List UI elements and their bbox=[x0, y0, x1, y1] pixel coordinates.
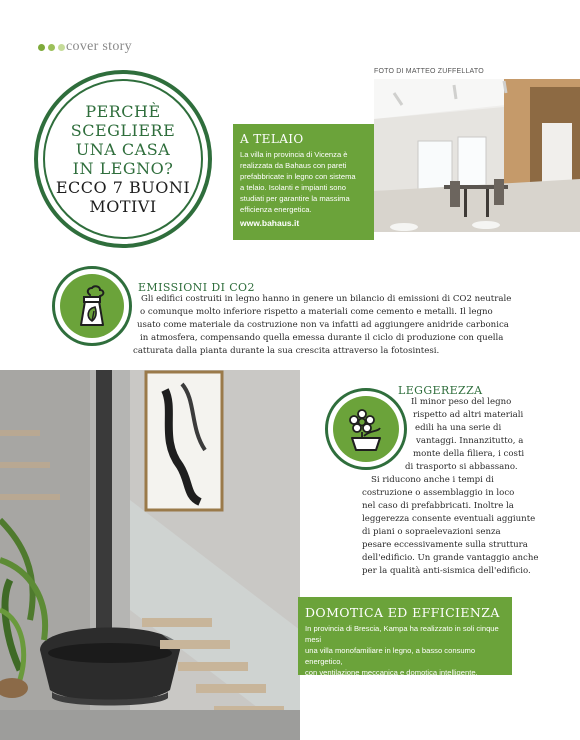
co2-icon-fill bbox=[60, 274, 124, 338]
text-line: La villa in provincia di Vicenza è bbox=[240, 150, 348, 159]
text-line: prefabbricate in legno con sistema bbox=[240, 172, 356, 181]
text-line: con ventilazione meccanica e domotica intelligente. bbox=[305, 668, 478, 677]
co2-icon-badge bbox=[52, 266, 132, 346]
bahaus-link[interactable]: www.bahaus.it bbox=[240, 218, 300, 228]
domotica-heading: DOMOTICA ED EFFICIENZA bbox=[305, 605, 500, 620]
emissioni-heading: EMISSIONI DI CO2 bbox=[138, 281, 255, 294]
text-line: Il minor peso del legno bbox=[411, 397, 512, 407]
text-line: di piani o sopraelevazioni senza bbox=[362, 527, 501, 537]
text-line: o comunque molto inferiore rispetto a materiali come cemento e metalli. Il legno bbox=[140, 307, 493, 317]
text-line: in atmosfera, compensando quella emessa durante il ciclo di produzione con quella bbox=[140, 333, 504, 343]
leggerezza-icon-fill bbox=[333, 396, 399, 462]
section-dots bbox=[38, 44, 65, 51]
text-line: per la qualità anti-sismica dell'edificio. bbox=[362, 566, 531, 576]
kampa-link[interactable]: www.kampa.it bbox=[305, 681, 362, 691]
text-line: studiati per garantire la massima bbox=[240, 194, 350, 203]
text-line: nel caso di prefabbricati. Inoltre la bbox=[362, 501, 514, 511]
staircase-photo bbox=[0, 370, 300, 740]
badge-line: SCEGLIERE bbox=[70, 121, 176, 140]
text-line: usato come materiale da costruzione non va infatti ad aggiungere anidride carbonica bbox=[137, 320, 509, 330]
title-badge-inner bbox=[43, 79, 203, 239]
text-line: efficienza energetica. bbox=[240, 205, 312, 214]
factory-leaf-icon bbox=[72, 285, 112, 327]
title-badge bbox=[34, 70, 212, 248]
badge-line: ECCO 7 BUONI bbox=[55, 178, 191, 197]
dot-icon bbox=[38, 44, 45, 51]
leggerezza-icon-badge bbox=[325, 388, 407, 470]
interior-photo bbox=[374, 79, 580, 232]
text-line: In provincia di Brescia, Kampa ha realizzato in soli cinque mesi bbox=[305, 624, 499, 644]
text-line: realizzata da Bahaus con pareti bbox=[240, 161, 347, 170]
flower-pot-icon bbox=[344, 406, 388, 452]
text-line: una villa monofamiliare in legno, a basso consumo energetico, bbox=[305, 646, 476, 666]
interior-illustration bbox=[374, 79, 580, 232]
badge-line: MOTIVI bbox=[89, 197, 157, 216]
staircase-illustration bbox=[0, 370, 300, 740]
telaio-box bbox=[233, 124, 374, 240]
domotica-box bbox=[298, 597, 512, 691]
text-line: Gli edifici costruiti in legno hanno in genere un bilancio di emissioni di CO2 neutrale bbox=[141, 294, 512, 304]
section-label: cover story bbox=[66, 39, 132, 54]
text-line: di trasporto si abbassano. bbox=[405, 462, 518, 472]
domotica-text bbox=[305, 623, 506, 678]
telaio-heading: A TELAIO bbox=[240, 132, 304, 146]
telaio-text bbox=[240, 149, 366, 215]
leggerezza-heading: LEGGEREZZA bbox=[398, 384, 483, 397]
dot-icon bbox=[48, 44, 55, 51]
text-line: monte della filiera, i costi bbox=[413, 449, 525, 459]
text-line: catturata dalla pianta durante la sua crescita attraverso la fotosintesi. bbox=[133, 346, 440, 356]
text-line: costruzione o assemblaggio in loco bbox=[362, 488, 515, 498]
text-line: rispetto ad altri materiali bbox=[413, 410, 524, 420]
text-line: a telaio. Isolanti e impianti sono bbox=[240, 183, 346, 192]
text-line: Si riducono anche i tempi di bbox=[371, 475, 494, 485]
badge-line: UNA CASA bbox=[75, 140, 171, 159]
dot-icon bbox=[58, 44, 65, 51]
text-line: leggerezza consente eventuali aggiunte bbox=[362, 514, 536, 524]
photo-credit: FOTO DI MATTEO ZUFFELLATO bbox=[374, 68, 484, 75]
badge-line: IN LEGNO? bbox=[72, 159, 174, 178]
text-line: pesare eccessivamente sulla struttura bbox=[362, 540, 528, 550]
text-line: edili ha una serie di bbox=[415, 423, 502, 433]
badge-line: PERCHÈ bbox=[85, 102, 161, 121]
text-line: vantaggi. Innanzitutto, a bbox=[416, 436, 524, 446]
text-line: dell'edificio. Un grande vantaggio anche bbox=[362, 553, 539, 563]
